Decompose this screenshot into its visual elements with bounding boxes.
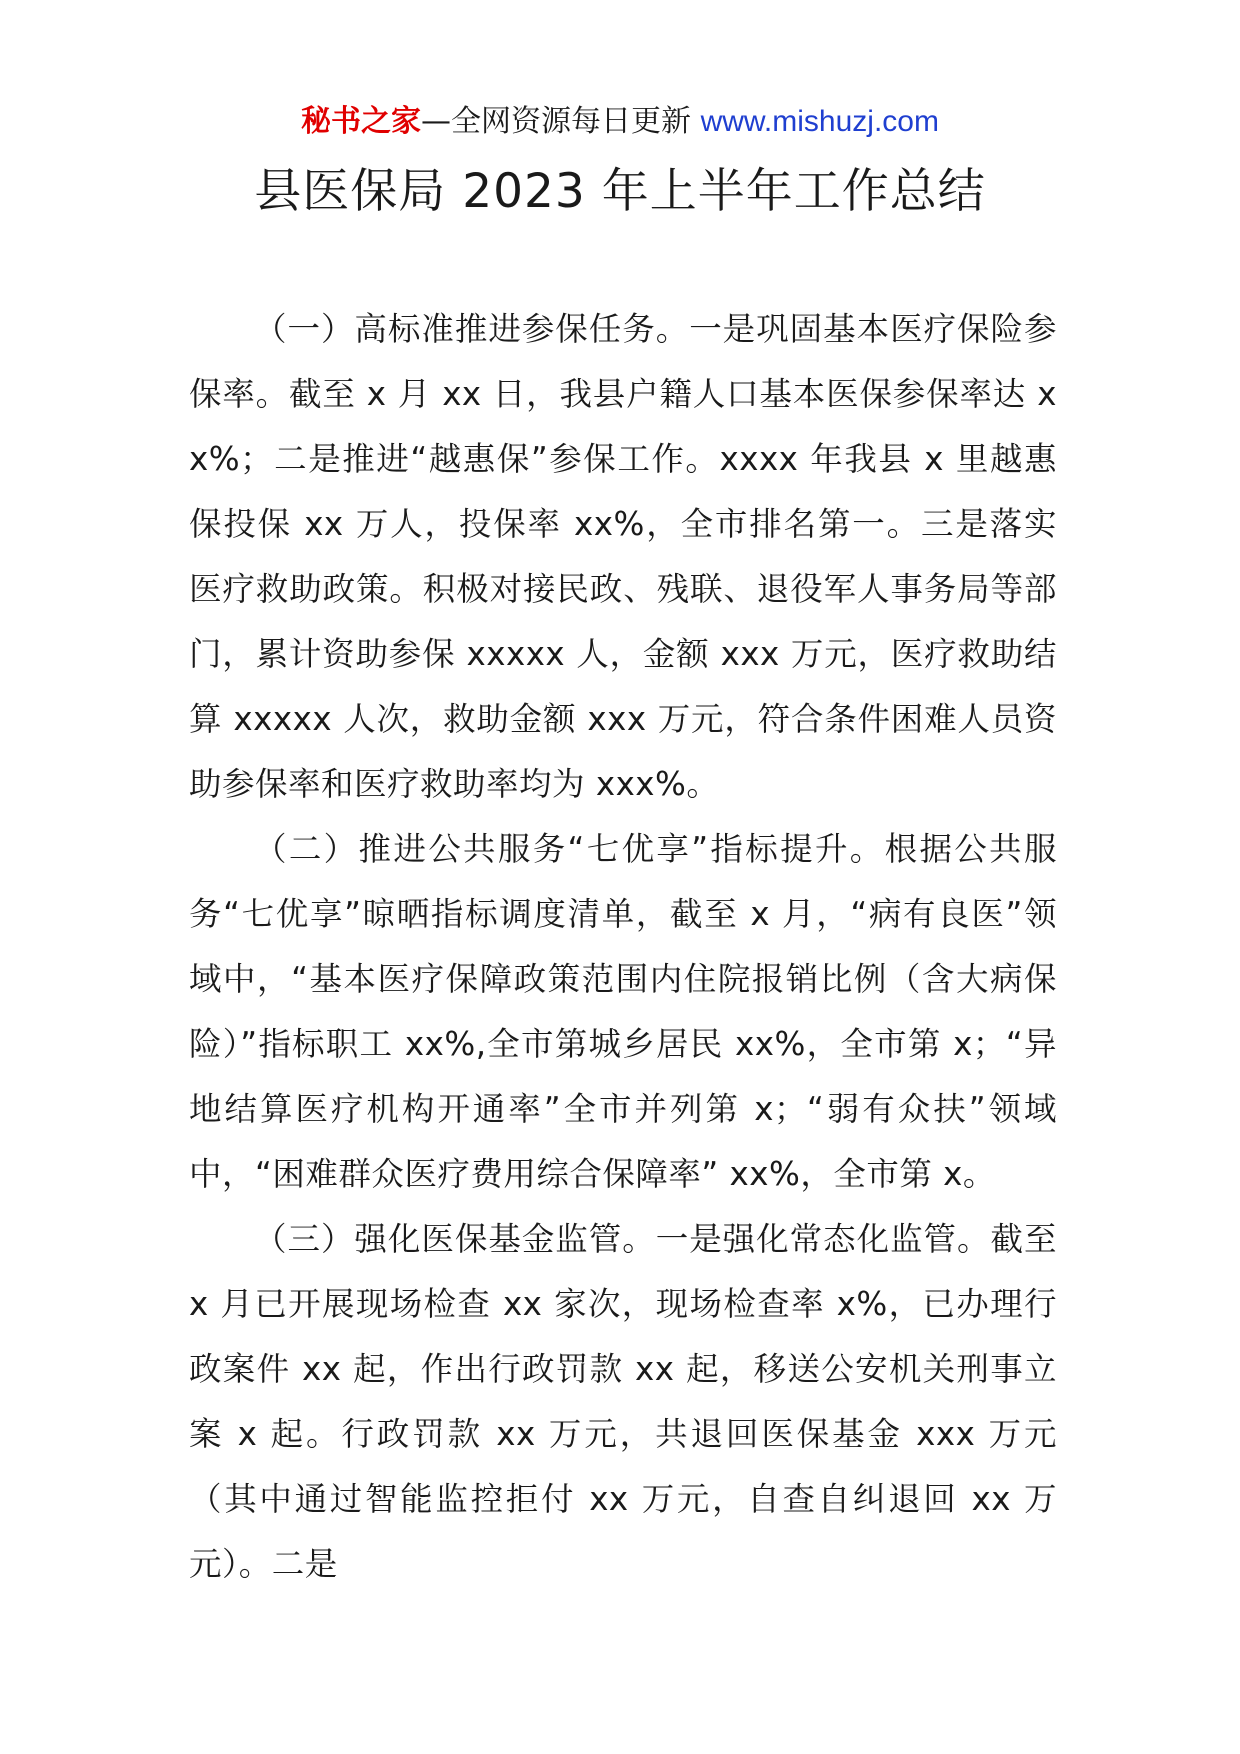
document-body [189, 297, 1057, 1597]
document-title: 县医保局 2023 年上半年工作总结 [254, 164, 986, 219]
brand-name: 秘书之家 [301, 104, 422, 139]
site-header [0, 100, 1240, 144]
header-tagline: —全网资源每日更新 [421, 104, 701, 139]
site-url-link[interactable]: www.mishuzj.com [700, 105, 939, 138]
paragraph-enrollment: （一）高标准推进参保任务。一是巩固基本医疗保险参保率。截至 x 月 xx 日，我县户籍人口基本医保参保率达 xx%；二是推进“越惠保”参保工作。xxxx 年我县 x 里越惠保投保 xx 万人，投保率 xx%，全市排名第一。三是落实医疗救助政策。积极对接民政、残联、退役军人事务局等部门，累计资助参保 xxxxx 人，金额 xxx 万元，医疗救助结算 xxxxx 人次，救助金额 xxx 万元，符合条件困难人员资助参保率和医疗救助率均为 xxx%。 [189, 310, 1057, 803]
paragraph-fund-supervision: （三）强化医保基金监管。一是强化常态化监管。截至 x 月已开展现场检查 xx 家次，现场检查率 x%，已办理行政案件 xx 起，作出行政罚款 xx 起，移送公安机关刑事立案 x 起。行政罚款 xx 万元，共退回医保基金 xxx 万元（其中通过智能监控拒付 xx 万元，自查自纠退回 xx 万元）。二是 [189, 1220, 1057, 1583]
paragraph-public-service: （二）推进公共服务“七优享”指标提升。根据公共服务“七优享”晾晒指标调度清单，截至 x 月，“病有良医”领域中，“基本医疗保障政策范围内住院报销比例（含大病保险）”指标职工 xx%,全市第城乡居民 xx%，全市第 x；“异地结算医疗机构开通率”全市并列第 x；“弱有众扶”领域中，“困难群众医疗费用综合保障率” xx%，全市第 x。 [189, 830, 1057, 1193]
